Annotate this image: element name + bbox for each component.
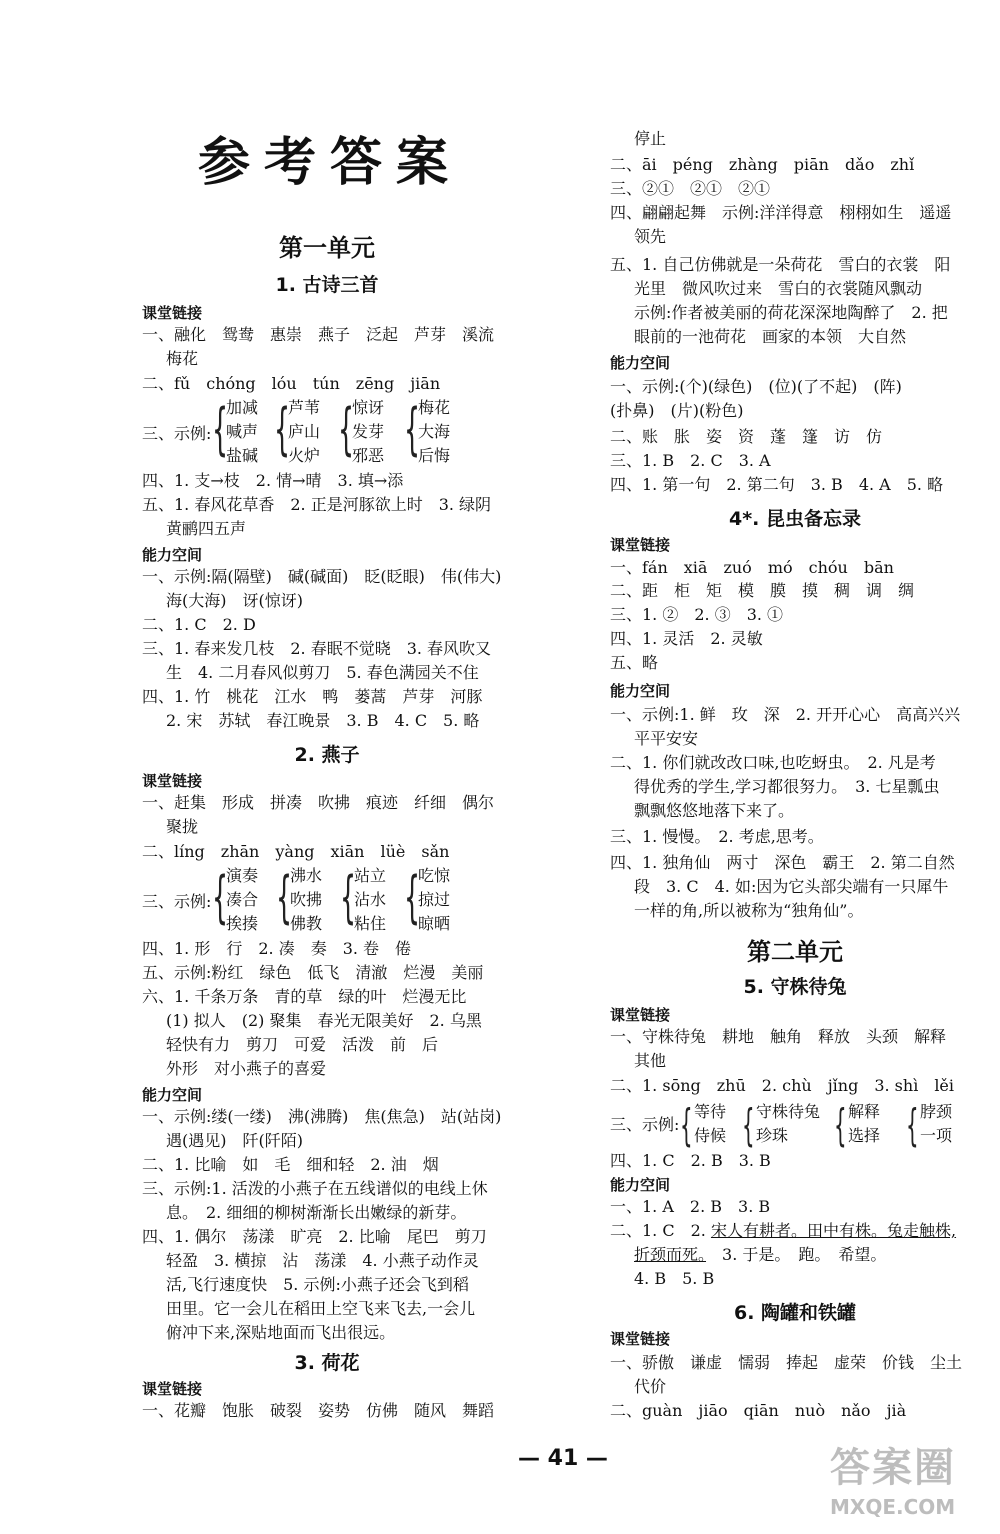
answer-line: 停止 <box>634 129 667 148</box>
section-label: 课堂链接 <box>610 1006 671 1024</box>
section-label: 能力空间 <box>610 1176 671 1194</box>
answer-line: (1) 拟人 (2) 聚集 春光无限美好 2. 乌黑 <box>166 1011 482 1030</box>
section-label: 课堂链接 <box>142 1380 203 1398</box>
answer-line: 四、1. 灵活 2. 灵敏 <box>610 629 763 648</box>
word-item: 佛教 <box>290 914 323 933</box>
brace-icon: { <box>212 865 229 930</box>
word-item: 凑合 <box>226 890 259 909</box>
underlined-answer: 宋人有耕者。田中有株。兔走触株, <box>710 1221 957 1240</box>
word-item: 侍候 <box>694 1126 727 1145</box>
answer-line: 二、1. 比喻 如 毛 细和轻 2. 油 烟 <box>142 1155 439 1174</box>
word-item: 沾水 <box>354 890 387 909</box>
answer-line: 六、1. 千条万条 青的草 绿的叶 烂漫无比 <box>142 987 467 1006</box>
answer-line: 2. 宋 苏轼 春江晚景 3. B 4. C 5. 略 <box>166 711 480 730</box>
brace-icon: { <box>834 1100 847 1151</box>
answer-line: 遇(遇见) 阡(阡陌) <box>166 1131 303 1150</box>
answer-line: 外形 对小燕子的喜爱 <box>166 1059 327 1078</box>
answer-line: 四、1. 支→枝 2. 情→晴 3. 填→添 <box>142 471 404 490</box>
word-item: 惊讶 <box>352 398 385 417</box>
answer-line: 聚拢 <box>166 817 199 836</box>
brace-group <box>142 864 512 936</box>
word-item: 邪恶 <box>352 446 385 465</box>
brace-group <box>142 396 512 468</box>
watermark-logo <box>830 1436 995 1532</box>
brace-icon: { <box>404 865 421 930</box>
answer-line: 三、1. B 2. C 3. A <box>610 451 771 470</box>
word-item: 珍珠 <box>756 1126 789 1145</box>
answer-line <box>610 1244 1000 1266</box>
brace-icon: { <box>742 1100 755 1151</box>
word-item: 庐山 <box>288 422 321 441</box>
answer-line: 活,飞行速度快 5. 示例:小燕子还会飞到稻 <box>166 1275 469 1294</box>
word-item: 守株待兔 <box>756 1102 821 1121</box>
answer-line: 五、1. 自己仿佛就是一朵荷花 雪白的衣裳 阳 <box>610 255 951 274</box>
lesson-title: 5. 守株待兔 <box>743 976 847 998</box>
answer-line: 田里。它一会儿在稻田上空飞来飞去,一会儿 <box>166 1299 476 1318</box>
answer-line: 一、花瓣 饱胀 破裂 姿势 仿佛 随风 舞蹈 <box>142 1401 495 1420</box>
lesson-title: 2. 燕子 <box>294 744 360 766</box>
answer-line: 一、融化 鸳鸯 惠崇 燕子 泛起 芦芽 溪流 <box>142 325 495 344</box>
answer-line: 五、示例:粉红 绿色 低飞 清澈 烂漫 美丽 <box>142 963 484 982</box>
watermark-logo-text: 答案圈 <box>830 1445 956 1491</box>
answer-line: 轻快有力 剪刀 可爱 活泼 前 后 <box>166 1035 439 1054</box>
section-label: 课堂链接 <box>610 536 671 554</box>
answer-line: 领先 <box>634 227 667 246</box>
pinyin-line: 一、fán xiā zuó mó chóu bān <box>610 558 894 577</box>
section-label: 能力空间 <box>610 682 671 700</box>
word-item: 沸水 <box>290 866 323 885</box>
word-item: 后悔 <box>418 446 451 465</box>
answer-line: 四、1. 形 行 2. 凑 奏 3. 卷 倦 <box>142 939 412 958</box>
answer-line: 一、示例:1. 鲜 玫 深 2. 开开心心 高高兴兴 <box>610 705 961 724</box>
unit-heading: 第一单元 <box>279 234 375 262</box>
answer-line: 五、略 <box>610 653 659 672</box>
brace-group <box>610 1100 980 1150</box>
word-item: 大海 <box>418 422 451 441</box>
answer-line: 二、1. C 2. D <box>142 615 256 634</box>
word-item: 吃惊 <box>418 866 451 885</box>
answer-line: 眼前的一池荷花 画家的本领 大自然 <box>634 327 907 346</box>
section-label: 能力空间 <box>142 1086 203 1104</box>
brace-icon: { <box>340 865 357 930</box>
answer-line: 二、距 柜 矩 模 膜 摸 稠 调 绸 <box>610 581 915 600</box>
answer-line: 三、示例:1. 活泼的小燕子在五线谱似的电线上休 <box>142 1179 488 1198</box>
answer-line: 一样的角,所以被称为“独角仙”。 <box>634 901 864 920</box>
answer-line: 四、1. 竹 桃花 江水 鸭 蒌蒿 芦芽 河豚 <box>142 687 483 706</box>
lesson-title: 1. 古诗三首 <box>275 274 379 296</box>
lesson-title: 3. 荷花 <box>294 1352 360 1374</box>
answer-line: 光里 微风吹过来 雪白的衣裳随风飘动 <box>634 279 923 298</box>
answer-line: 俯冲下来,深贴地面而飞出很远。 <box>166 1323 396 1342</box>
answer-line: 三、1. ② 2. ③ 3. ① <box>610 605 784 624</box>
answer-line: 二、账 胀 姿 资 蓬 篷 访 仿 <box>610 427 883 446</box>
pinyin-line: 二、fǔ chóng lóu tún zēng jiān <box>142 374 441 393</box>
brace-icon: { <box>906 1100 919 1151</box>
section-label: 课堂链接 <box>610 1330 671 1348</box>
answer-line: 四、1. 第一句 2. 第二句 3. B 4. A 5. 略 <box>610 475 944 494</box>
answer-line: 飘飘悠悠地落下来了。 <box>634 801 795 820</box>
answer-line: 四、1. C 2. B 3. B <box>610 1151 771 1170</box>
answer-line: 海(大海) 讶(惊讶) <box>166 591 303 610</box>
answer-line: 一、1. A 2. B 3. B <box>610 1197 771 1216</box>
lesson-title: 6. 陶罐和铁罐 <box>733 1302 857 1324</box>
watermark-url: MXQE.COM <box>830 1495 956 1519</box>
answer-line: 4. B 5. B <box>634 1269 715 1288</box>
answer-line: 一、示例:缕(一缕) 沸(沸腾) 焦(焦急) 站(站岗) <box>142 1107 502 1126</box>
answer-line: 轻盈 3. 横掠 沾 荡漾 4. 小燕子动作灵 <box>166 1251 479 1270</box>
word-item: 盐碱 <box>226 446 259 465</box>
section-label: 课堂链接 <box>142 772 203 790</box>
word-item: 演奏 <box>226 866 259 885</box>
underlined-answer: 折颈而死。 <box>634 1245 707 1264</box>
word-item: 选择 <box>848 1126 881 1145</box>
pinyin-line: 二、1. sōng zhū 2. chù jǐng 3. shì lěi <box>610 1076 955 1095</box>
answer-line: 示例:作者被美丽的荷花深深地陶醉了 2. 把 <box>634 303 948 322</box>
answer-line: 代价 <box>634 1377 667 1396</box>
answer-line: 生 4. 二月春风似剪刀 5. 春色满园关不住 <box>166 663 479 682</box>
answer-line: 一、示例:(个)(绿色) (位)(了不起) (阵) <box>610 377 902 396</box>
brace-icon: { <box>276 865 293 930</box>
word-item: 解释 <box>848 1102 881 1121</box>
word-item: 晾晒 <box>418 914 451 933</box>
answer-line: 平平安安 <box>634 729 699 748</box>
word-item: 脖颈 <box>920 1102 953 1121</box>
word-item: 掠过 <box>418 890 451 909</box>
word-item: 挨揍 <box>226 914 259 933</box>
answer-line: 二、1. 你们就改改口味,也吃蚜虫。 2. 凡是考 <box>610 753 936 772</box>
answer-label: 三、示例: <box>142 892 212 911</box>
answer-line: 一、骄傲 谦虚 懦弱 捧起 虚荣 价钱 尘土 <box>610 1353 963 1372</box>
answer-line: 四、翩翩起舞 示例:洋洋得意 栩栩如生 遥遥 <box>610 203 952 222</box>
pinyin-line: 二、guàn jiāo qiān nuò nǎo jià <box>610 1401 907 1420</box>
answer-label: 三、示例: <box>142 424 212 443</box>
answer-line: 三、②① ②① ②① <box>610 179 771 198</box>
word-item: 站立 <box>354 866 387 885</box>
brace-icon: { <box>680 1100 693 1151</box>
answer-line: 五、1. 春风花草香 2. 正是河豚欲上时 3. 绿阴 <box>142 495 492 514</box>
answer-text: 3. 于是。 跑。 希望。 <box>706 1245 887 1264</box>
brace-icon: { <box>212 397 229 462</box>
pinyin-line: 二、āi péng zhàng piān dǎo zhǐ <box>610 155 915 174</box>
answer-line <box>610 1220 980 1242</box>
word-item: 芦苇 <box>288 398 321 417</box>
brace-icon: { <box>338 397 355 462</box>
answer-line: 一、示例:隔(隔壁) 碱(碱面) 眨(眨眼) 伟(伟大) <box>142 567 502 586</box>
answer-line: 一、赶集 形成 拼凑 吹拂 痕迹 纤细 偶尔 <box>142 793 495 812</box>
word-item: 发芽 <box>352 422 385 441</box>
section-label: 能力空间 <box>610 354 671 372</box>
page-number: — 41 — <box>518 1446 608 1471</box>
unit-heading: 第二单元 <box>747 938 843 966</box>
answer-line: 段 3. C 4. 如:因为它头部尖端有一只犀牛 <box>634 877 949 896</box>
answer-line: (扑鼻) (片)(粉色) <box>610 401 744 420</box>
answer-line: 息。 2. 细细的柳树渐渐长出嫩绿的新芽。 <box>166 1203 467 1222</box>
answer-line: 三、1. 春来发几枝 2. 春眠不觉晓 3. 春风吹又 <box>142 639 492 658</box>
word-item: 喊声 <box>226 422 259 441</box>
answer-line: 梅花 <box>166 349 199 368</box>
brace-icon: { <box>404 397 421 462</box>
pinyin-line: 二、líng zhān yàng xiān lüè sǎn <box>142 842 450 861</box>
word-item: 梅花 <box>418 398 451 417</box>
answer-line: 一、守株待兔 耕地 触角 释放 头颈 解释 <box>610 1027 947 1046</box>
answer-text: 二、1. C 2. <box>610 1221 711 1240</box>
word-item: 吹拂 <box>290 890 323 909</box>
answer-line: 黄鹂四五声 <box>166 519 247 538</box>
answer-line: 得优秀的学生,学习都很努力。 3. 七星瓢虫 <box>634 777 940 796</box>
section-label: 课堂链接 <box>142 304 203 322</box>
word-item: 粘住 <box>354 914 387 933</box>
answer-label: 三、示例: <box>610 1115 680 1134</box>
answer-line: 三、1. 慢慢。 2. 考虑,思考。 <box>610 827 824 846</box>
word-item: 一项 <box>920 1126 953 1145</box>
answer-line: 其他 <box>634 1051 667 1070</box>
word-item: 火炉 <box>288 446 321 465</box>
answer-line: 四、1. 偶尔 荡漾 旷亮 2. 比喻 尾巴 剪刀 <box>142 1227 487 1246</box>
word-item: 加减 <box>226 398 259 417</box>
page-title: 参考答案 <box>197 132 462 193</box>
answer-line: 四、1. 独角仙 两寸 深色 霸王 2. 第二自然 <box>610 853 955 872</box>
section-label: 能力空间 <box>142 546 203 564</box>
lesson-title: 4*. 昆虫备忘录 <box>729 508 861 530</box>
word-item: 等待 <box>694 1102 727 1121</box>
brace-icon: { <box>274 397 291 462</box>
